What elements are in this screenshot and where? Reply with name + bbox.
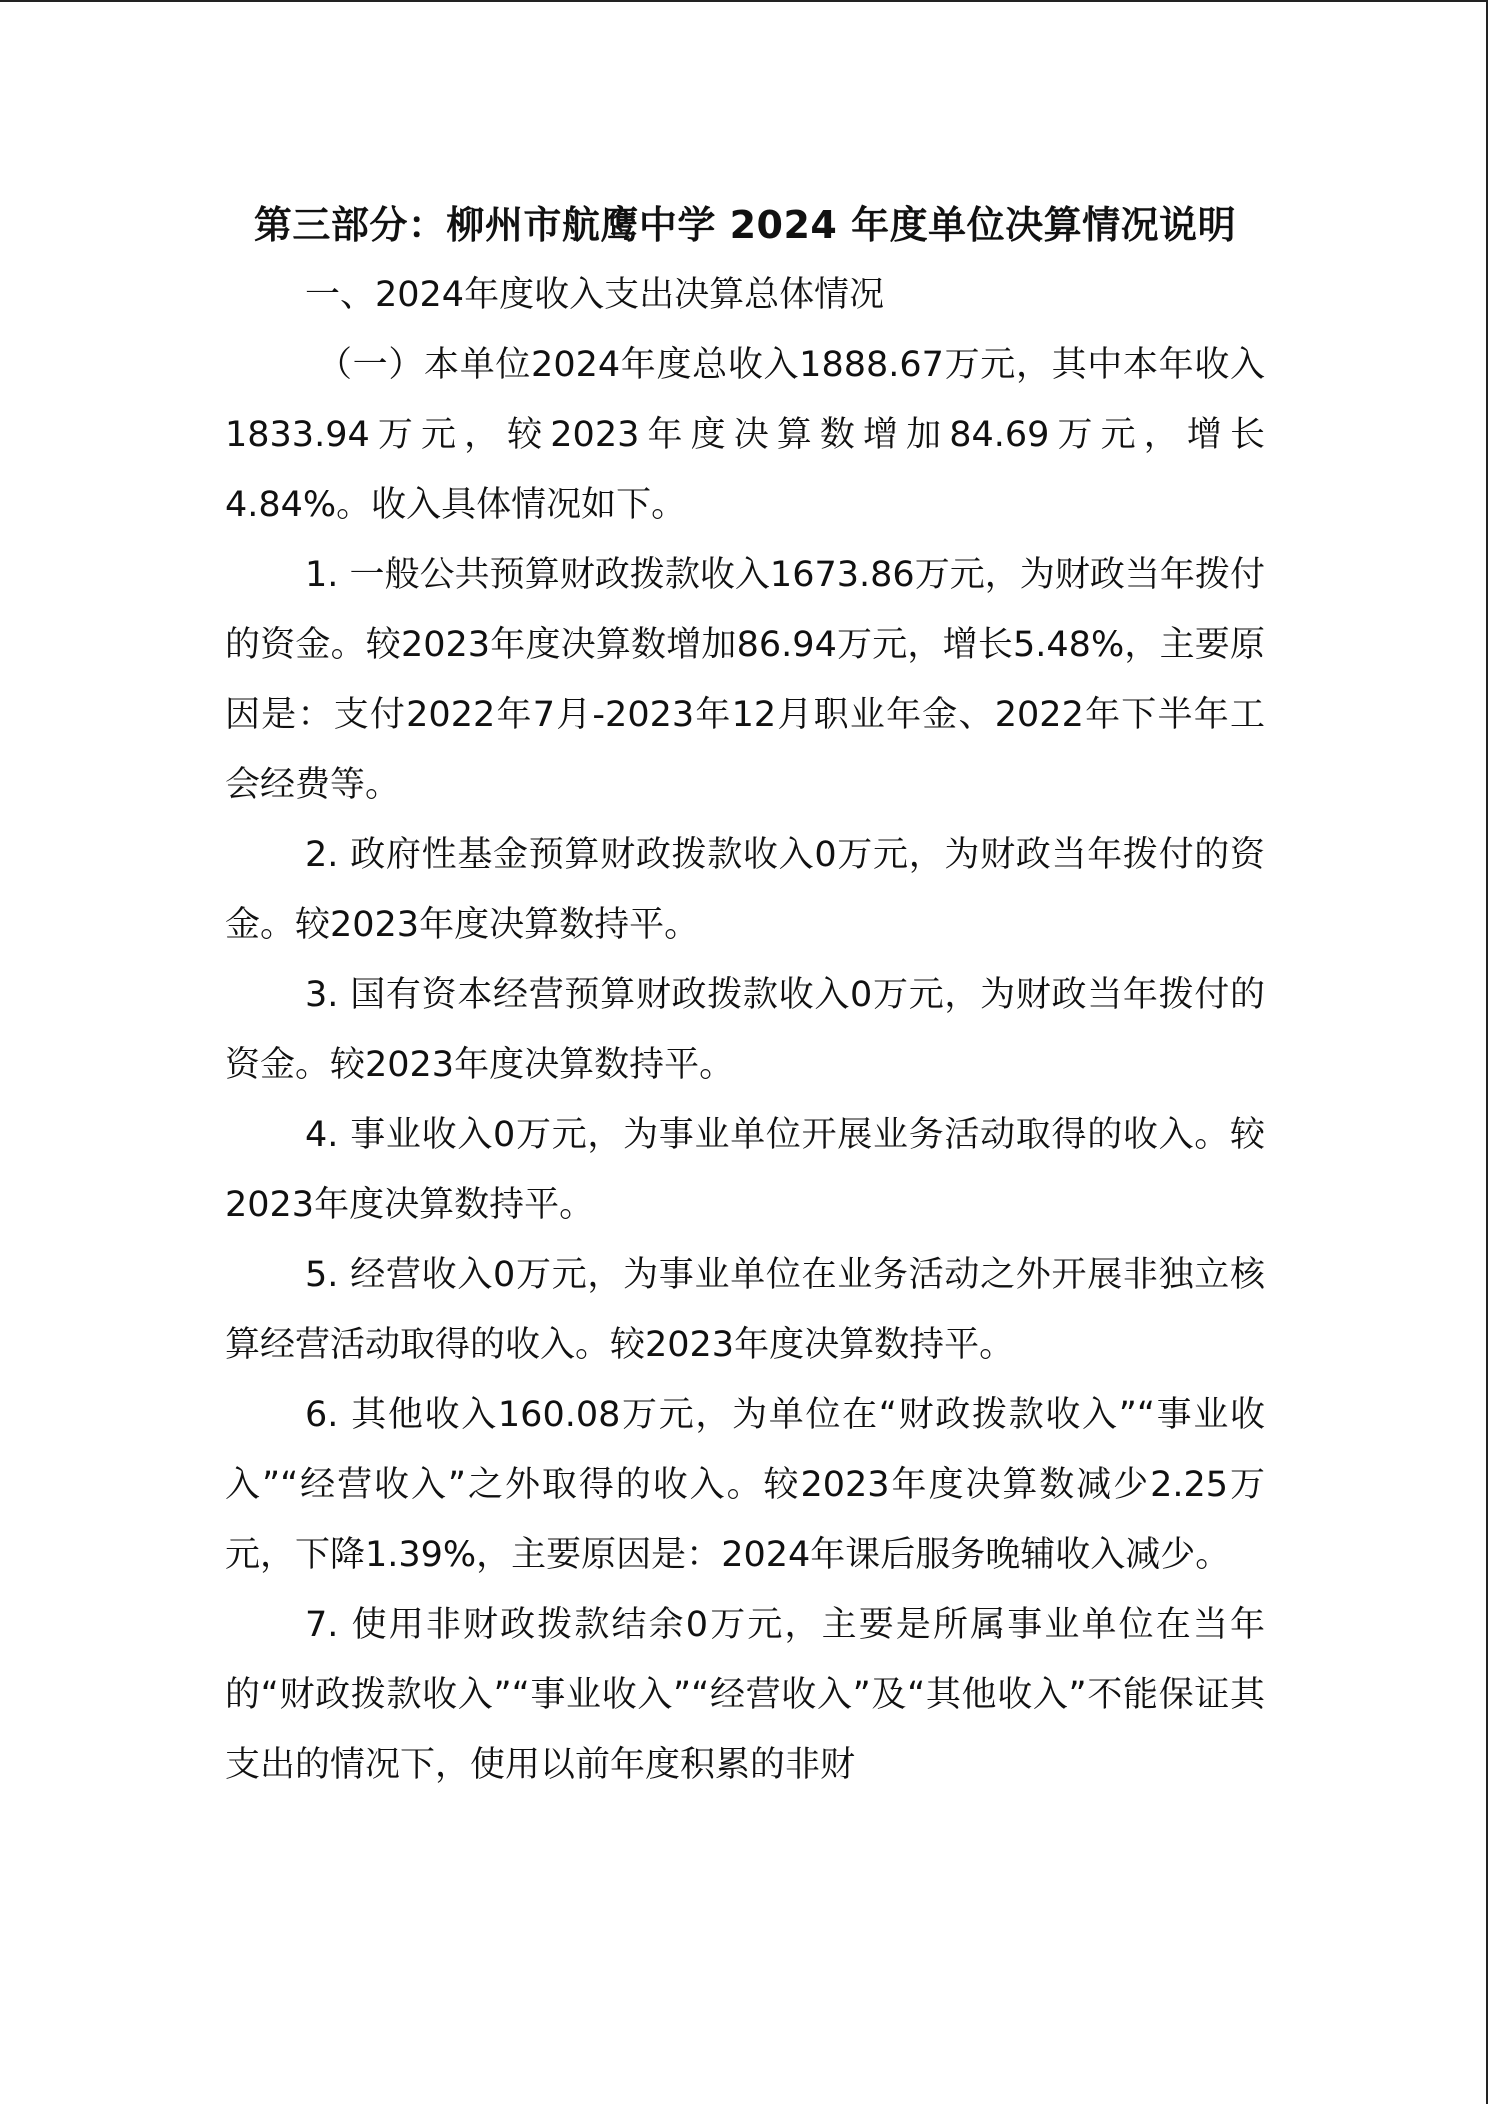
paragraph-government-fund-income: 2. 政府性基金预算财政拨款收入0万元，为财政当年拨付的资金。较2023年度决算数持平。: [225, 835, 1265, 945]
paragraph-other-income: 6. 其他收入160.08万元，为单位在“财政拨款收入”“事业收入”“经营收入”之外取得的收入。较2023年度决算数减少2.25万元，下降1.39%，主要原因是：2024年课后服务晚辅收入减少。: [225, 1395, 1265, 1575]
paragraph-general-budget-income: 1. 一般公共预算财政拨款收入1673.86万元，为财政当年拨付的资金。较2023年度决算数增加86.94万元，增长5.48%，主要原因是：支付2022年7月-2023年12月职业年金、2022年下半年工会经费等。: [225, 555, 1265, 805]
document-page: [225, 190, 1265, 1800]
paragraph-non-fiscal-balance: 7. 使用非财政拨款结余0万元，主要是所属事业单位在当年的“财政拨款收入”“事业收入”“经营收入”及“其他收入”不能保证其支出的情况下，使用以前年度积累的非财: [225, 1605, 1265, 1785]
page-top-border: [0, 0, 1488, 2]
paragraph-business-income: 4. 事业收入0万元，为事业单位开展业务活动取得的收入。较2023年度决算数持平。: [225, 1115, 1265, 1225]
section-heading: 一、2024年度收入支出决算总体情况: [305, 275, 885, 315]
paragraph-state-capital-income: 3. 国有资本经营预算财政拨款收入0万元，为财政当年拨付的资金。较2023年度决算数持平。: [225, 975, 1265, 1085]
paragraph-operating-income: 5. 经营收入0万元，为事业单位在业务活动之外开展非独立核算经营活动取得的收入。较2023年度决算数持平。: [225, 1255, 1265, 1365]
paragraph-total-income: （一）本单位2024年度总收入1888.67万元，其中本年收入1833.94万元，较2023年度决算数增加84.69万元，增长4.84%。收入具体情况如下。: [225, 345, 1265, 525]
document-title: 第三部分：柳州市航鹰中学 2024 年度单位决算情况说明: [253, 203, 1237, 247]
